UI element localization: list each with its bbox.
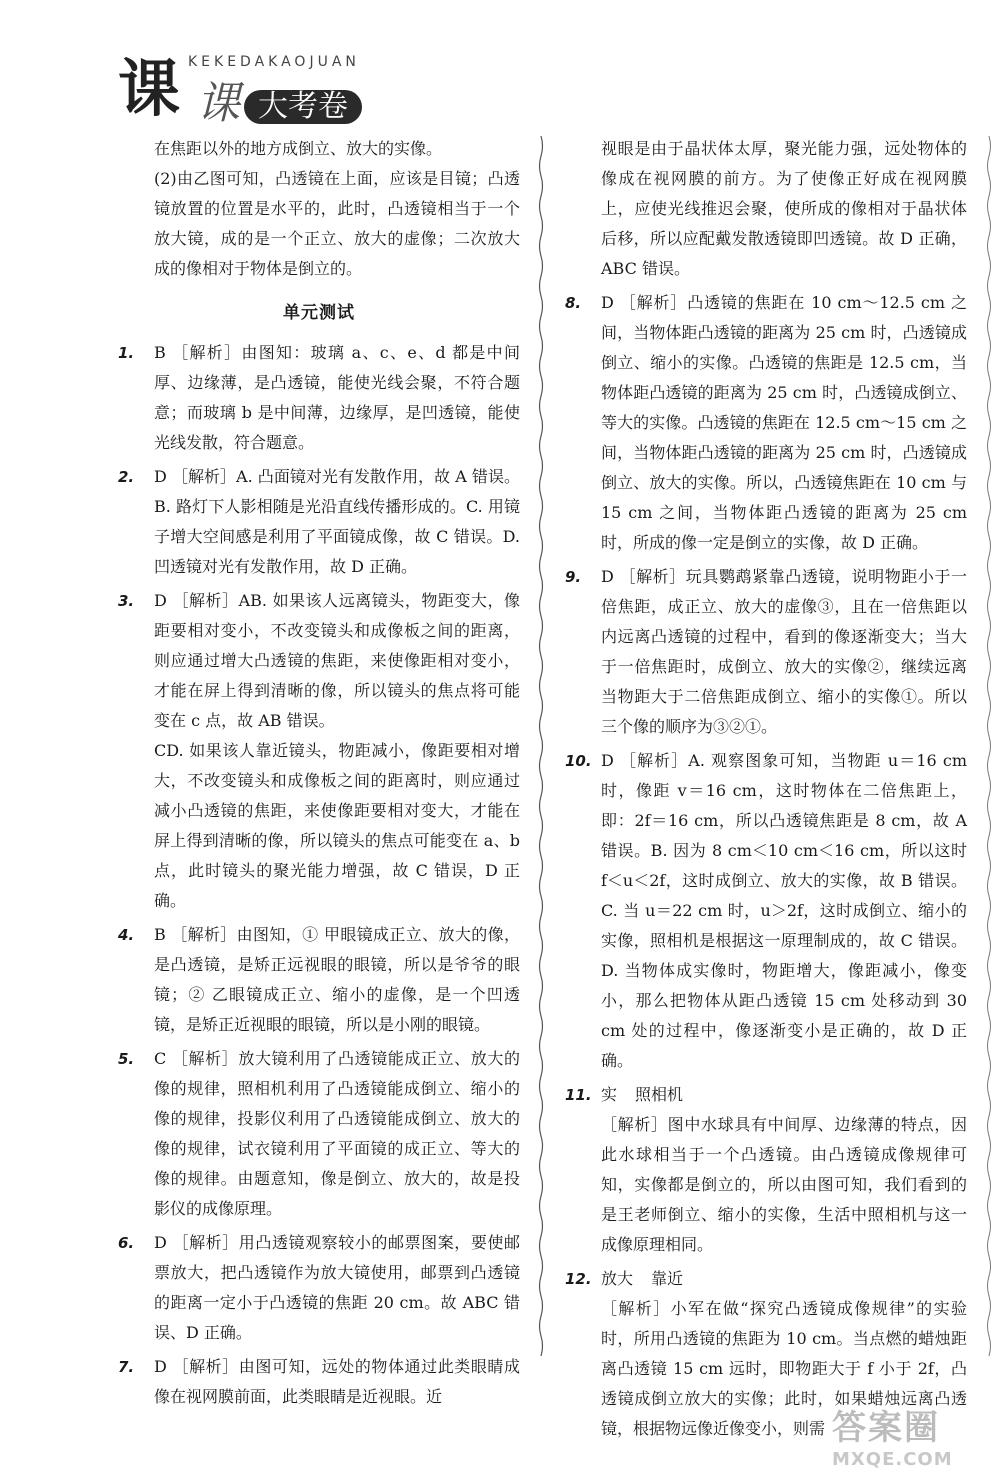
item-number: 10.: [565, 752, 592, 770]
section-title: 单元测试: [283, 303, 355, 323]
left-column: [118, 134, 520, 1412]
answer-item: [118, 1044, 520, 1224]
answer-item: [118, 1228, 520, 1348]
item-number: 4.: [118, 926, 135, 944]
item-text: D ［解析］凸透镜的焦距在 10 cm～12.5 cm 之间，当物体距凸透镜的距离为 25 cm 时，凸透镜成倒立、缩小的实像。凸透镜的焦距是 12.5 cm，当物体距凸透镜的距离为 25 cm 时，凸透镜成倒立、等大的实像。凸透镜的焦距在 12.5 cm～15 cm 之间，当物体距凸透镜的距离为 25 cm 时，凸透镜成倒立、放大的实像。所以，凸透镜焦距在 10 cm 与 15 cm 之间，当物体距凸透镜的距离为 25 cm 时，所成的像一定是倒立的实像，故 D 正确。: [601, 293, 967, 552]
item-number: 3.: [118, 592, 135, 610]
brand-char: 课: [196, 78, 240, 129]
answer-item-12: [565, 1264, 967, 1294]
answer-item: [118, 1352, 520, 1412]
item-text: D ［解析］AB. 如果该人远离镜头，物距变大，像距要相对变小，不改变镜头和成像板之间的距离，则应通过增大凸透镜的焦距，来使像距相对变小，才能在屏上得到清晰的像，所以镜头的焦点将可能变在 c 点，故 AB 错误。: [154, 591, 520, 730]
item-text: D ［解析］玩具鹦鹉紧靠凸透镜，说明物距小于一倍焦距，成正立、放大的虚像③，且在一倍焦距以内远离凸透镜的过程中，看到的像逐渐变大；当大于一倍焦距时，成倒立、放大的实像②，继续远离当物距大于二倍焦距成倒立、缩小的实像①。所以三个像的顺序为③②①。: [601, 567, 967, 736]
answer-item-11: [565, 1080, 967, 1110]
item-text: D ［解析］由图可知，远处的物体通过此类眼睛成像在视网膜前面，此类眼睛是近视眼。近: [154, 1357, 520, 1406]
answer-item: [118, 586, 520, 736]
answer-item-continued: [118, 736, 520, 916]
right-column: [565, 134, 967, 1444]
right-border: [986, 136, 992, 1356]
item-text: D ［解析］用凸透镜观察较小的邮票图案，要使邮票放大，把凸透镜作为放大镜使用，邮票到凸透镜的距离一定小于凸透镜的焦距 20 cm。故 ABC 错误、D 正确。: [154, 1233, 520, 1342]
item-number: 7.: [118, 1358, 135, 1376]
item-number: 9.: [565, 568, 582, 586]
item-number: 1.: [118, 344, 135, 362]
item-number: 12.: [565, 1270, 592, 1288]
answer-blank-1: 实: [601, 1085, 618, 1104]
item-text: B ［解析］由图知，① 甲眼镜成正立、放大的像，是凸透镜，是矫正远视眼的眼镜，所以是爷爷的眼镜；② 乙眼镜成正立、缩小的虚像，是一个凹透镜，是矫正近视眼的眼镜，所以是小刚的眼镜。: [154, 925, 520, 1034]
intro-line-1: 在焦距以外的地方成倒立、放大的实像。: [154, 139, 443, 158]
header-logo: 课: [118, 52, 181, 125]
item-11-explanation: ［解析］图中水球具有中间厚、边缘薄的特点，因此水球相当于一个凸透镜。由凸透镜成像规律可知，实像都是倒立的，所以由图可知，我们看到的是王老师倒立、缩小的实像，生活中照相机与这一成像原理相同。: [601, 1115, 967, 1254]
answer-blank-2: 靠近: [651, 1269, 684, 1288]
answer-item: [118, 462, 520, 582]
header-brand: [196, 78, 362, 129]
answer-item: [565, 288, 967, 558]
wavy-border-line: [986, 136, 992, 1356]
item-text: B ［解析］由图知：玻璃 a、c、e、d 都是中间厚、边缘薄，是凸透镜，能使光线会聚，不符合题意；而玻璃 b 是中间薄，边缘厚，是凹透镜，能使光线发散，符合题意。: [154, 343, 520, 452]
item-text: CD. 如果该人靠近镜头，物距减小，像距要相对增大，不改变镜头和成像板之间的距离时，则应通过减小凸透镜的焦距，来使像距要相对变大，才能在屏上得到清晰的像，所以镜头的焦点可能变在 a、b 点，此时镜头的聚光能力增强，故 C 错误，D 正确。: [154, 741, 520, 910]
item-number: 5.: [118, 1050, 135, 1068]
item-number: 8.: [565, 294, 582, 312]
answer-blank-2: 照相机: [635, 1085, 684, 1104]
wavy-divider-line: [538, 136, 544, 1356]
header-latin-text: KEKEDAKAOJUAN: [188, 54, 360, 70]
answer-item: [118, 338, 520, 458]
column-divider: [538, 136, 544, 1356]
brand-tag: 大考卷: [244, 90, 362, 124]
item-7-continued: 视眼是由于晶状体太厚，聚光能力强，远处物体的像成在视网膜的前方。为了使像正好成在视网膜上，应使光线推迟会聚，使所成的像相对于晶状体后移，所以应配戴发散透镜即凹透镜。故 D 正确，ABC 错误。: [601, 139, 967, 278]
item-number: 11.: [565, 1086, 592, 1104]
watermark-logo-text: 答案圈: [832, 1408, 940, 1448]
page-header: [118, 48, 518, 128]
item-text: C ［解析］放大镜利用了凸透镜能成正立、放大的像的规律，照相机利用了凸透镜能成倒立、缩小的像的规律，投影仪利用了凸透镜能成倒立、放大的像的规律，试衣镜利用了平面镜的成正立、等大的像的规律。由题意知，像是倒立、放大的，故是投影仪的成像原理。: [154, 1049, 520, 1218]
item-number: 2.: [118, 468, 135, 486]
answer-item: [565, 746, 967, 1076]
site-watermark: [832, 1400, 992, 1470]
answer-item: [118, 920, 520, 1040]
answer-item: [565, 562, 967, 742]
item-number: 6.: [118, 1234, 135, 1252]
answer-blank-1: 放大: [601, 1269, 634, 1288]
item-12-explanation: ［解析］小军在做“探究凸透镜成像规律”的实验时，所用凸透镜的焦距为 10 cm。当点燃的蜡烛距离凸透镜 15 cm 远时，即物距大于 f 小于 2f，凸透镜成倒立放大的实像；此时，如果蜡烛远离凸透镜，根据物远像近像变小，则需: [601, 1299, 967, 1438]
item-text: D ［解析］A. 凸面镜对光有发散作用，故 A 错误。B. 路灯下人影相随是光沿直线传播形成的。C. 用镜子增大空间感是利用了平面镜成像，故 C 错误。D. 凹透镜对光有发散作用，故 D 正确。: [154, 467, 520, 576]
intro-paragraph-2: (2)由乙图可知，凸透镜在上面，应该是目镜；凸透镜放置的位置是水平的，此时，凸透镜相当于一个放大镜，成的是一个正立、放大的虚像；二次放大成的像相对于物体是倒立的。: [154, 169, 520, 278]
item-text: D ［解析］A. 观察图象可知，当物距 u＝16 cm时，像距 v＝16 cm，这时物体在二倍焦距上，即：2f＝16 cm，所以凸透镜焦距是 8 cm，故 A 错误。B. 因为 8 cm＜10 cm＜16 cm，所以这时 f＜u＜2f，这时成倒立、放大的实像，故 B 错误。C. 当 u＝22 cm 时，u＞2f，这时成倒立、缩小的实像，照相机是根据这一原理制成的，故 C 错误。D. 当物体成实像时，物距增大，像距减小，像变小，那么把物体从距凸透镜 15 cm 处移动到 30 cm 处的过程中，像逐渐变小是正确的，故 D 正确。: [601, 751, 967, 1070]
watermark-url: MXQE.COM: [832, 1449, 953, 1470]
